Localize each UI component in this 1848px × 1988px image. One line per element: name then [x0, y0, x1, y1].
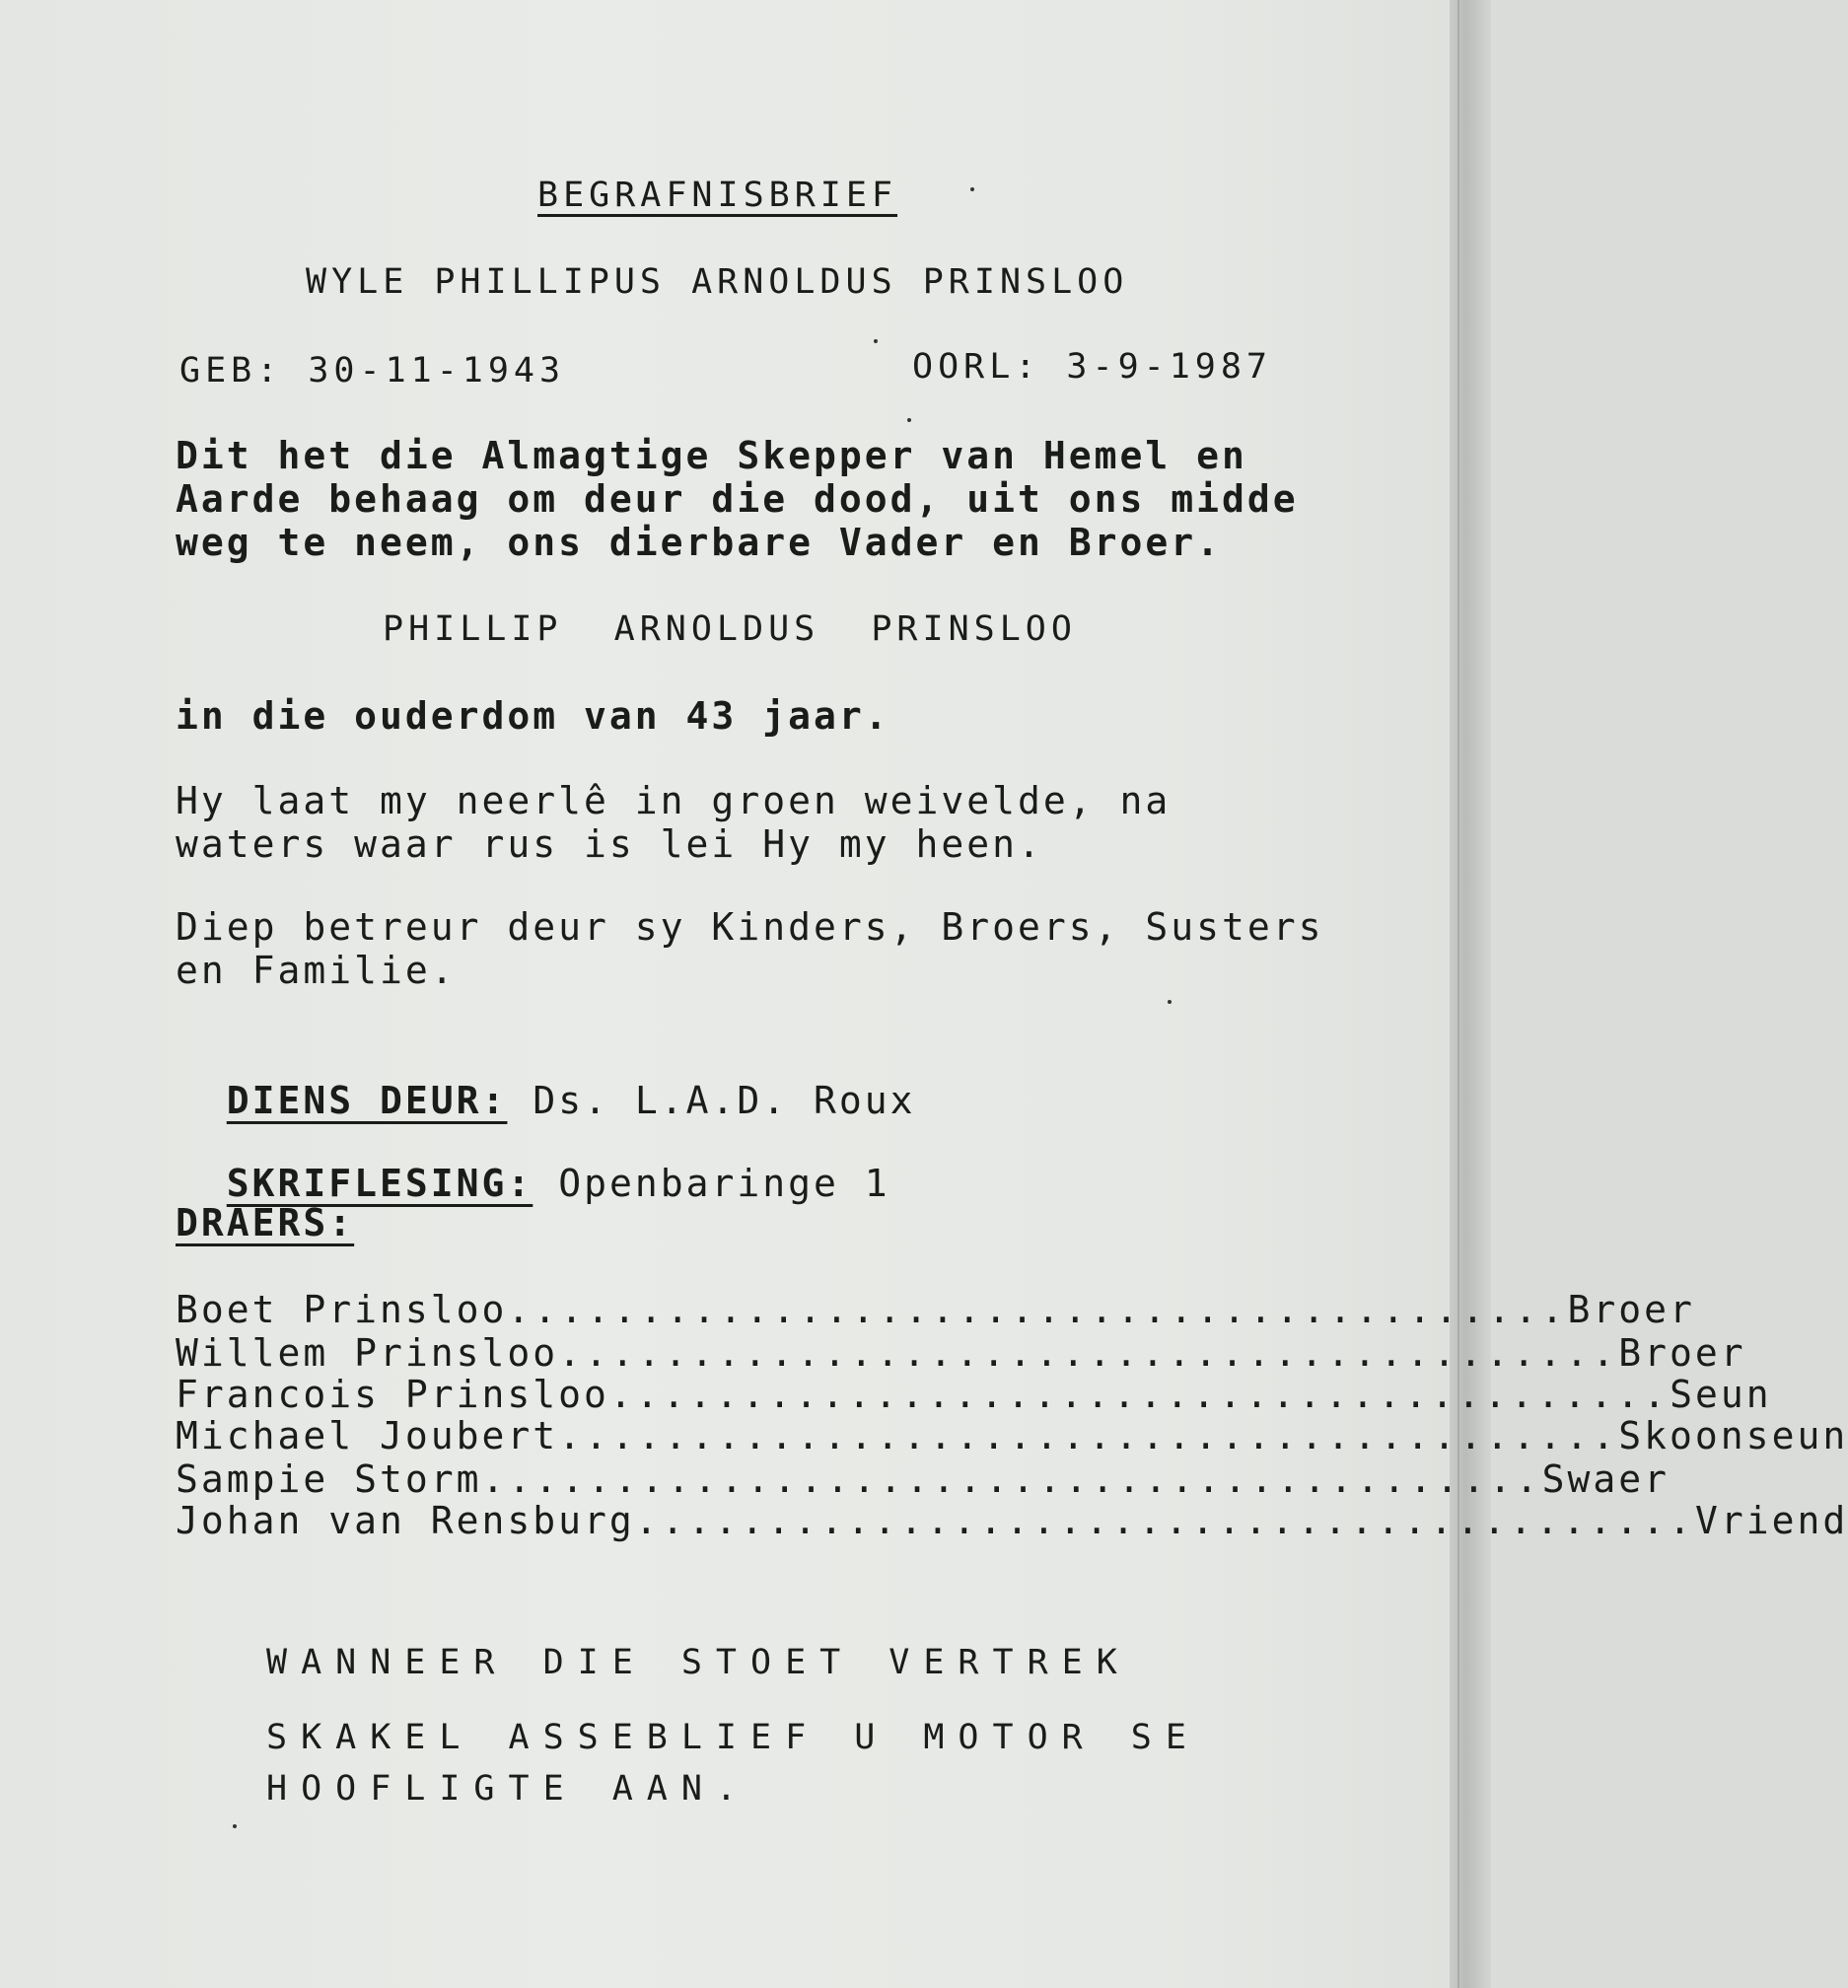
- leader-dots: ........................................: [481, 1457, 1542, 1501]
- ink-speck: [874, 339, 878, 343]
- age-line: in die ouderdom van 43 jaar.: [176, 694, 890, 738]
- bearer-name: Willem Prinsloo: [176, 1331, 559, 1375]
- mourners-paragraph: Diep betreur deur sy Kinders, Broers, Susters en Familie.: [176, 905, 1324, 992]
- bearer-row: [176, 1373, 1772, 1416]
- bearer-name: Francois Prinsloo: [176, 1373, 609, 1416]
- bearer-row: [176, 1288, 1695, 1331]
- leader-dots: ........................................: [558, 1331, 1619, 1375]
- reading-label: SKRIFLESING:: [226, 1162, 533, 1205]
- bearer-row: [176, 1499, 1848, 1542]
- bearer-name: Michael Joubert: [176, 1414, 559, 1457]
- bearer-row: [176, 1457, 1670, 1501]
- reading-line: [176, 1118, 890, 1205]
- ink-speck: [233, 1824, 237, 1828]
- leader-dots: ........................................: [634, 1499, 1695, 1542]
- ink-speck: [1168, 1000, 1172, 1004]
- bearer-role: Swaer: [1541, 1457, 1670, 1501]
- bearers-label: DRAERS:: [176, 1201, 355, 1244]
- ink-speck: [907, 418, 911, 422]
- page-edge-line: [1457, 0, 1459, 1988]
- reading-value: Openbaringe 1: [558, 1162, 890, 1205]
- announcement-paragraph: Dit het die Almagtige Skepper van Hemel en Aarde behaag om deur die dood, uit ons midde weg te neem, ons dierbare Vader en Broer.: [176, 434, 1299, 564]
- document-title: BEGRAFNISBRIEF: [537, 176, 898, 215]
- notice-line: SKAKEL ASSEBLIEF U MOTOR SE: [266, 1718, 1200, 1757]
- bearer-role: Broer: [1567, 1288, 1695, 1331]
- bearer-row: [176, 1331, 1746, 1375]
- bearer-name: Sampie Storm: [176, 1457, 482, 1501]
- deceased-name: PHILLIP ARNOLDUS PRINSLOO: [383, 609, 1077, 649]
- notice-line: WANNEER DIE STOET VERTREK: [266, 1643, 1131, 1682]
- service-line: [176, 1035, 916, 1122]
- leader-dots: ........................................: [608, 1373, 1670, 1416]
- service-value: Ds. L.A.D. Roux: [533, 1079, 916, 1122]
- notice-line: HOOFLIGTE AAN.: [266, 1769, 751, 1809]
- death-date: OORL: 3-9-1987: [912, 347, 1273, 387]
- bearer-role: Skoonseun: [1618, 1414, 1848, 1457]
- bearer-role: Broer: [1618, 1331, 1746, 1375]
- verse-paragraph: Hy laat my neerlê in groen weivelde, na waters waar rus is lei Hy my heen.: [176, 779, 1172, 866]
- birth-date: GEB: 30-11-1943: [179, 351, 566, 390]
- ink-speck: [970, 187, 974, 191]
- bearer-name: Boet Prinsloo: [176, 1288, 508, 1331]
- leader-dots: ........................................: [558, 1414, 1619, 1457]
- bearer-row: [176, 1414, 1848, 1457]
- service-label: DIENS DEUR:: [226, 1079, 508, 1122]
- bearer-name: Johan van Rensburg: [176, 1499, 635, 1542]
- bearer-role: Seun: [1670, 1373, 1772, 1416]
- leader-dots: ........................................: [507, 1288, 1568, 1331]
- bearer-role: Vriend: [1694, 1499, 1848, 1542]
- deceased-heading: WYLE PHILLIPUS ARNOLDUS PRINSLOO: [306, 262, 1129, 302]
- page-edge-shadow: [1450, 0, 1491, 1988]
